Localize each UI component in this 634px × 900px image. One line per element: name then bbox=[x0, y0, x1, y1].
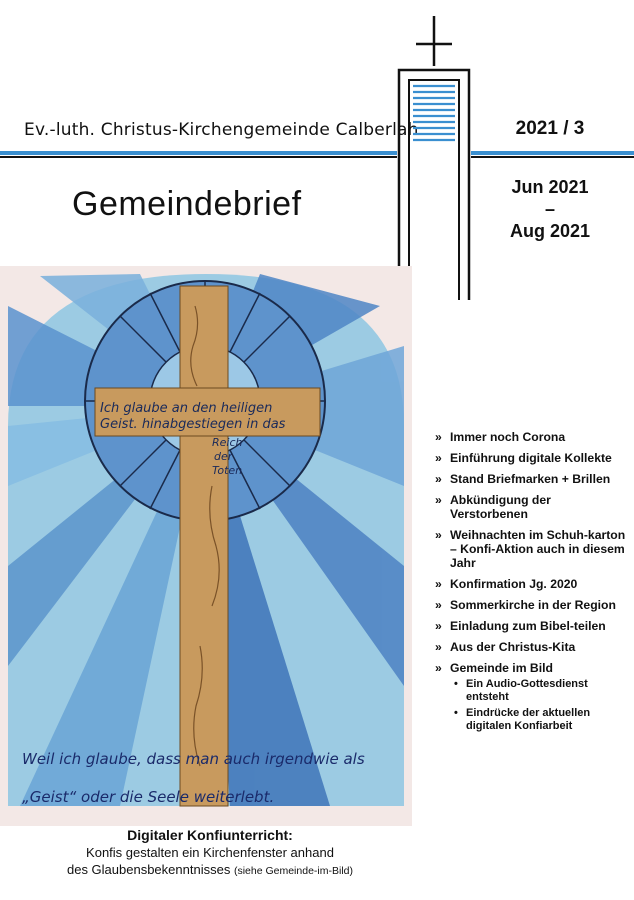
toc-item[interactable] bbox=[435, 528, 630, 570]
toc-item-label: Einladung zum Bibel-teilen bbox=[450, 619, 606, 633]
toc-item[interactable] bbox=[435, 472, 630, 486]
toc-marker: » bbox=[435, 577, 442, 591]
toc-item-label: Einführung digitale Kollekte bbox=[450, 451, 612, 465]
cross-text-3: Reich bbox=[212, 436, 243, 449]
caption-line-2-text: des Glaubensbekenntnisses bbox=[66, 862, 231, 877]
header-rule-left-black bbox=[0, 156, 397, 158]
issue-number: 2021 / 3 bbox=[515, 118, 585, 139]
art-quote-line-2: „Geist“ oder die Seele weiterlebt. bbox=[22, 788, 275, 806]
toc-marker: » bbox=[435, 619, 442, 633]
toc-item[interactable] bbox=[435, 598, 630, 612]
toc-subitem-label: Eindrücke der aktuellen digitalen Konfiarbeit bbox=[466, 707, 591, 732]
toc-subitem[interactable] bbox=[435, 707, 630, 732]
toc-item[interactable] bbox=[435, 619, 630, 633]
church-window-drawing bbox=[0, 266, 412, 826]
header-rule-left-blue bbox=[0, 151, 397, 155]
toc-marker: » bbox=[435, 472, 442, 486]
date-dash: – bbox=[544, 199, 555, 219]
page-title: Gemeindebrief bbox=[72, 185, 302, 223]
header-rule-right-blue bbox=[471, 151, 634, 155]
toc-item[interactable] bbox=[435, 661, 630, 675]
date-from: Jun 2021 bbox=[511, 177, 589, 197]
caption-reference: (siehe Gemeinde-im-Bild) bbox=[233, 865, 353, 877]
issue-dates bbox=[480, 176, 620, 242]
caption-line-2 bbox=[40, 861, 380, 880]
toc-subitem-label: Ein Audio-Gottesdienst entsteht bbox=[466, 678, 588, 703]
toc-item-label: Aus der Christus-Kita bbox=[450, 640, 576, 654]
cross-text-4: der bbox=[214, 450, 233, 463]
toc-item-label: Konfirmation Jg. 2020 bbox=[450, 577, 578, 591]
toc-marker: » bbox=[435, 640, 442, 654]
toc-item-label: Abkündigung der Verstorbenen bbox=[450, 493, 551, 521]
caption-title: Digitaler Konfiunterricht: bbox=[127, 827, 293, 843]
image-caption bbox=[40, 826, 380, 880]
toc-marker: » bbox=[435, 661, 442, 675]
toc-marker: » bbox=[435, 451, 442, 465]
toc-item-label: Sommerkirche in der Region bbox=[450, 598, 616, 612]
toc-item[interactable] bbox=[435, 577, 630, 591]
toc-marker: » bbox=[435, 598, 442, 612]
toc-subitem[interactable] bbox=[435, 678, 630, 703]
art-quote-line-1: Weil ich glaube, dass man auch irgendwie als bbox=[22, 750, 365, 768]
parish-name: Ev.-luth. Christus-Kirchengemeinde Calberlah bbox=[24, 120, 419, 140]
toc-marker: » bbox=[435, 493, 442, 507]
toc-item-label: Weihnachten im Schuh-karton – Konfi-Aktion auch in diesem Jahr bbox=[450, 528, 626, 570]
contents-list bbox=[435, 430, 630, 736]
cross-text-2: Geist. hinabgestiegen in das bbox=[100, 417, 286, 432]
church-tower-logo bbox=[397, 14, 471, 300]
toc-marker: » bbox=[435, 528, 442, 542]
toc-item-label: Gemeinde im Bild bbox=[450, 661, 553, 675]
toc-marker: » bbox=[435, 430, 442, 444]
toc-item[interactable] bbox=[435, 640, 630, 654]
toc-item-label: Stand Briefmarken + Brillen bbox=[450, 472, 611, 486]
cross-text-5: Toten bbox=[212, 464, 243, 477]
cross-text-1: Ich glaube an den heiligen bbox=[100, 401, 273, 416]
caption-line-1: Konfis gestalten ein Kirchenfenster anhand bbox=[86, 845, 334, 860]
toc-item-label: Immer noch Corona bbox=[450, 430, 566, 444]
toc-item[interactable] bbox=[435, 493, 630, 521]
date-to: Aug 2021 bbox=[509, 221, 591, 241]
toc-item[interactable] bbox=[435, 451, 630, 465]
header-rule-right-black bbox=[471, 156, 634, 158]
toc-item[interactable] bbox=[435, 430, 630, 444]
bullet-icon: • bbox=[454, 678, 458, 690]
bullet-icon: • bbox=[454, 707, 458, 719]
